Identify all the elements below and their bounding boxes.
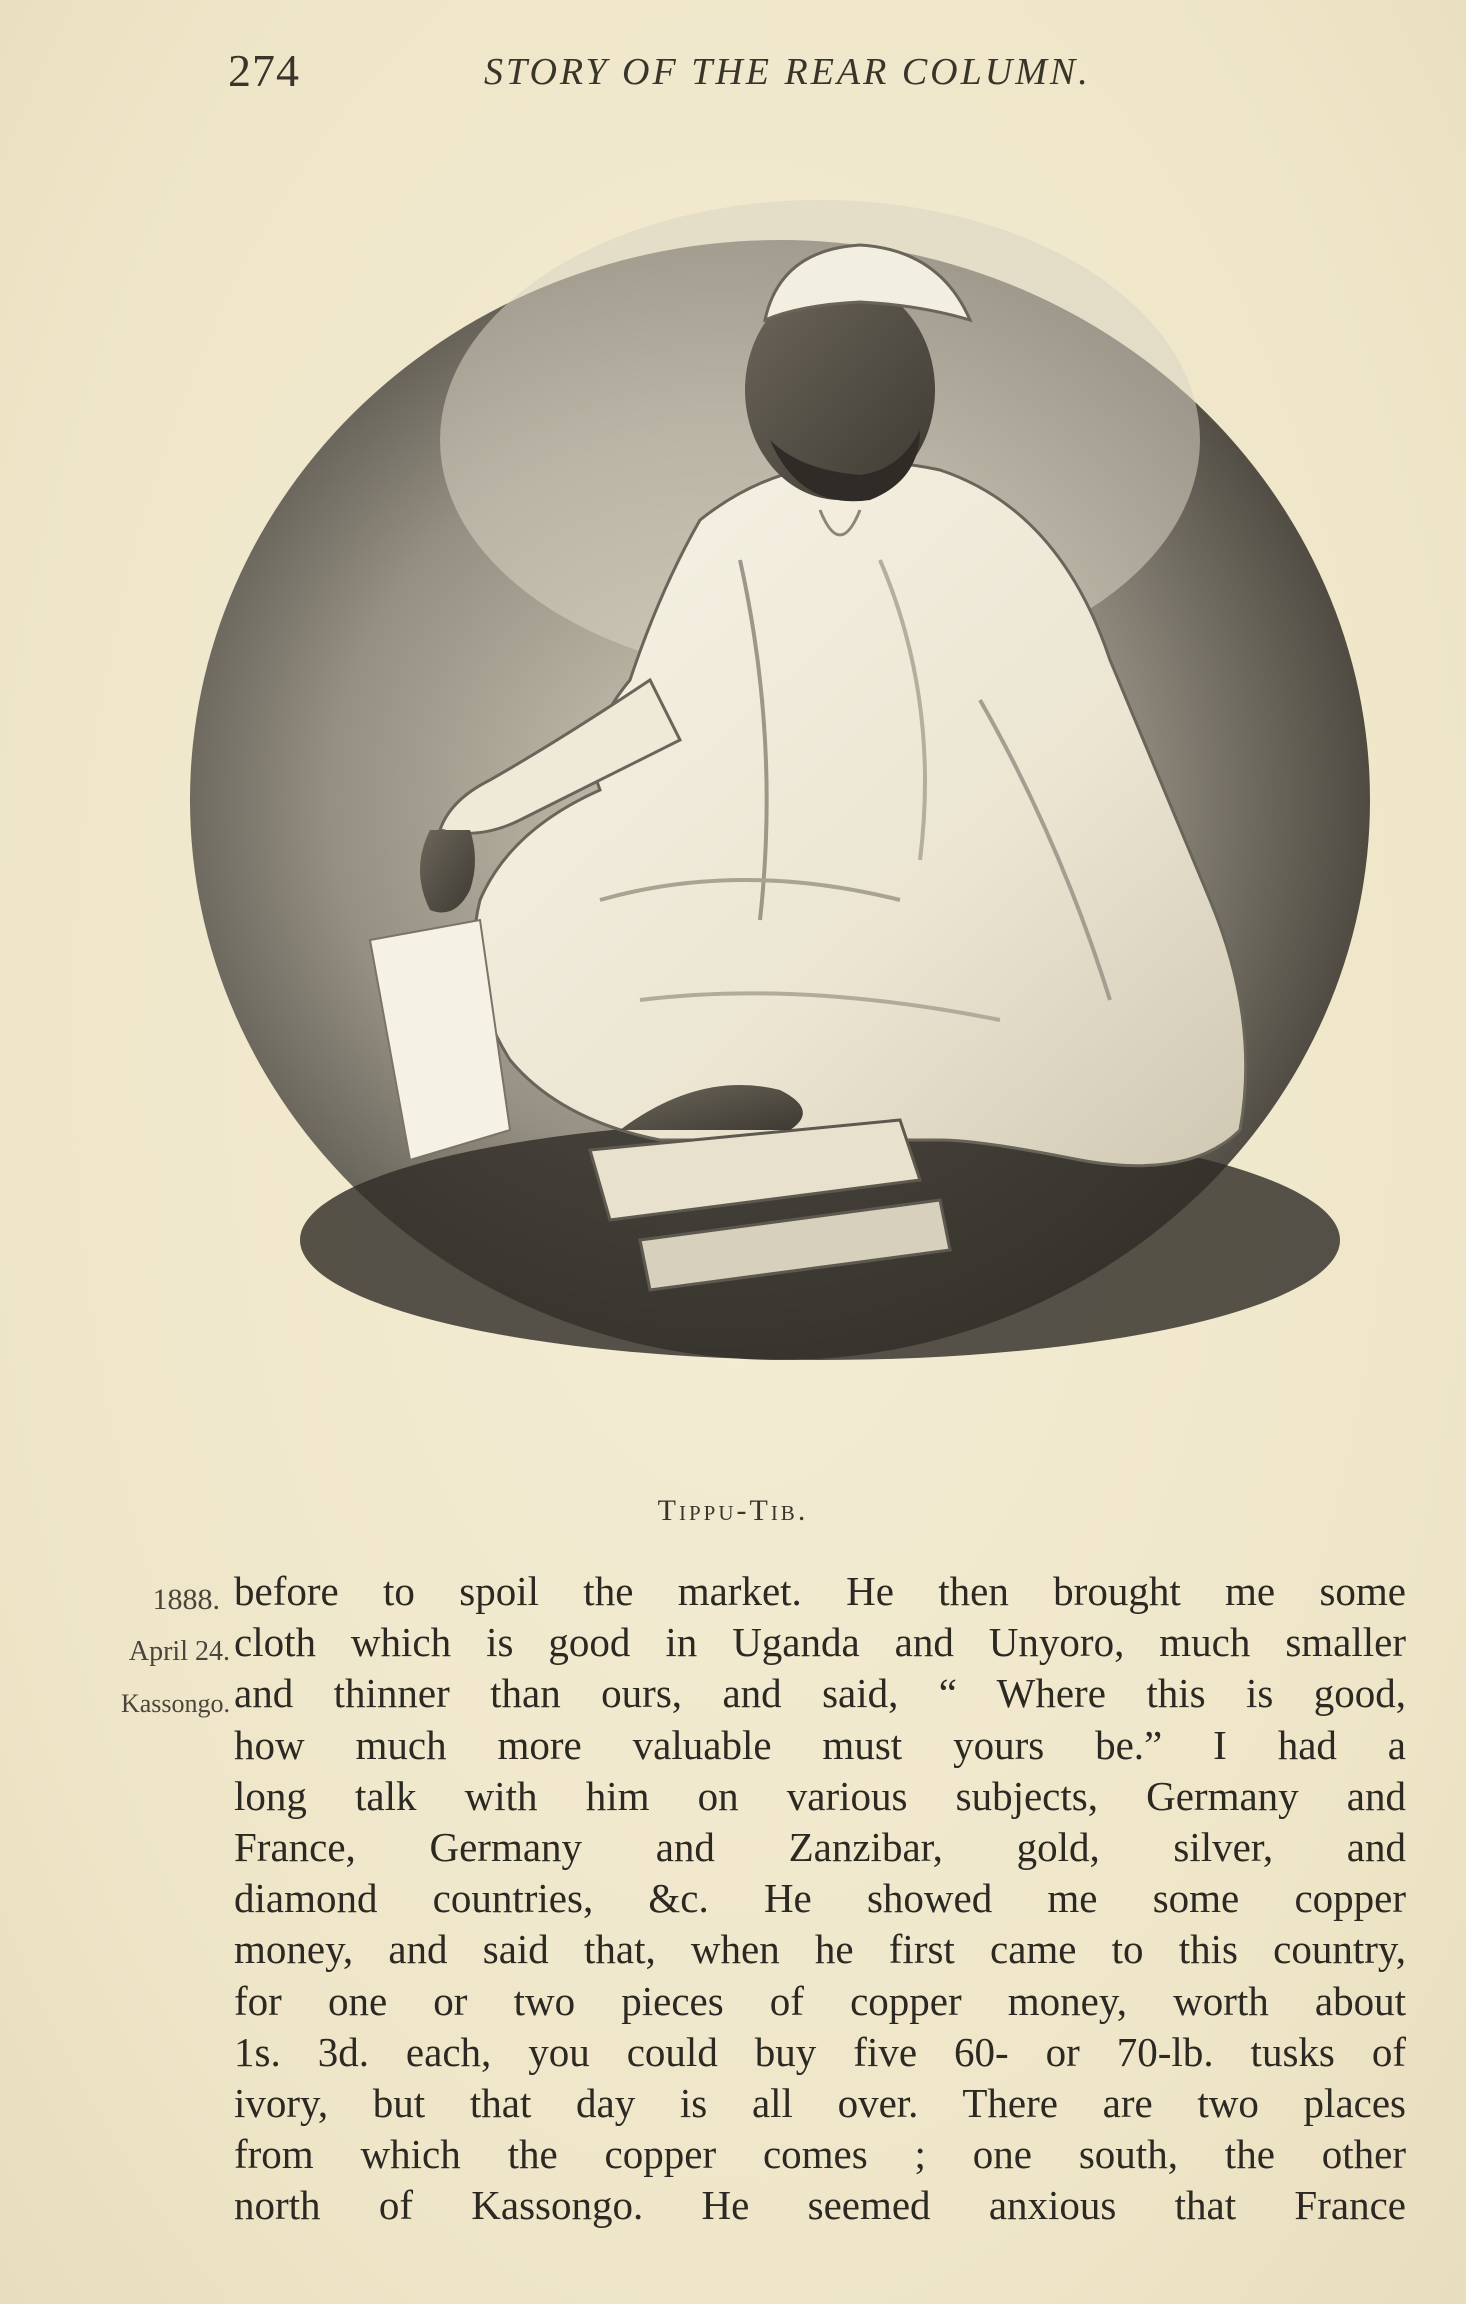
page-header (228, 44, 1238, 104)
body-line: from which the copper comes ; one south, the other (234, 2131, 1406, 2178)
body-line: how much more valuable must yours be.” I had a (234, 1721, 1406, 1768)
body-line: cloth which is good in Uganda and Unyoro, much smaller (234, 1619, 1406, 1666)
body-line: long talk with him on various subjects, Germany and (234, 1772, 1406, 1819)
body-text (234, 1566, 1406, 2231)
body-line: France, Germany and Zanzibar, gold, silver, and (234, 1823, 1406, 1870)
illustration-caption: Tippu-Tib. (657, 1494, 809, 1527)
body-line: money, and said that, when he first came to this country, (234, 1926, 1406, 1973)
margin-notes (40, 1574, 230, 1730)
margin-note-year: 1888. (152, 1583, 220, 1616)
running-head: STORY OF THE REAR COLUMN. (484, 51, 1091, 93)
margin-note-date: April 24. (128, 1636, 230, 1667)
body-line: diamond countries, &c. He showed me some copper (234, 1875, 1406, 1922)
body-line: before to spoil the market. He then brought me some (234, 1568, 1406, 1614)
body-line: ivory, but that day is all over. There are two places (234, 2079, 1406, 2126)
engraved-portrait-illustration (180, 140, 1420, 1440)
portrait-illustration (180, 140, 1420, 1440)
body-line: and thinner than ours, and said, “ Where this is good, (234, 1670, 1406, 1717)
margin-note-place: Kassongo. (120, 1689, 230, 1718)
body-line: 1s. 3d. each, you could buy five 60- or 70-lb. tusks of (234, 2028, 1406, 2075)
body-line: north of Kassongo. He seemed anxious that France (234, 2182, 1406, 2229)
page-number: 274 (228, 45, 300, 96)
body-line: for one or two pieces of copper money, worth about (234, 1977, 1406, 2024)
